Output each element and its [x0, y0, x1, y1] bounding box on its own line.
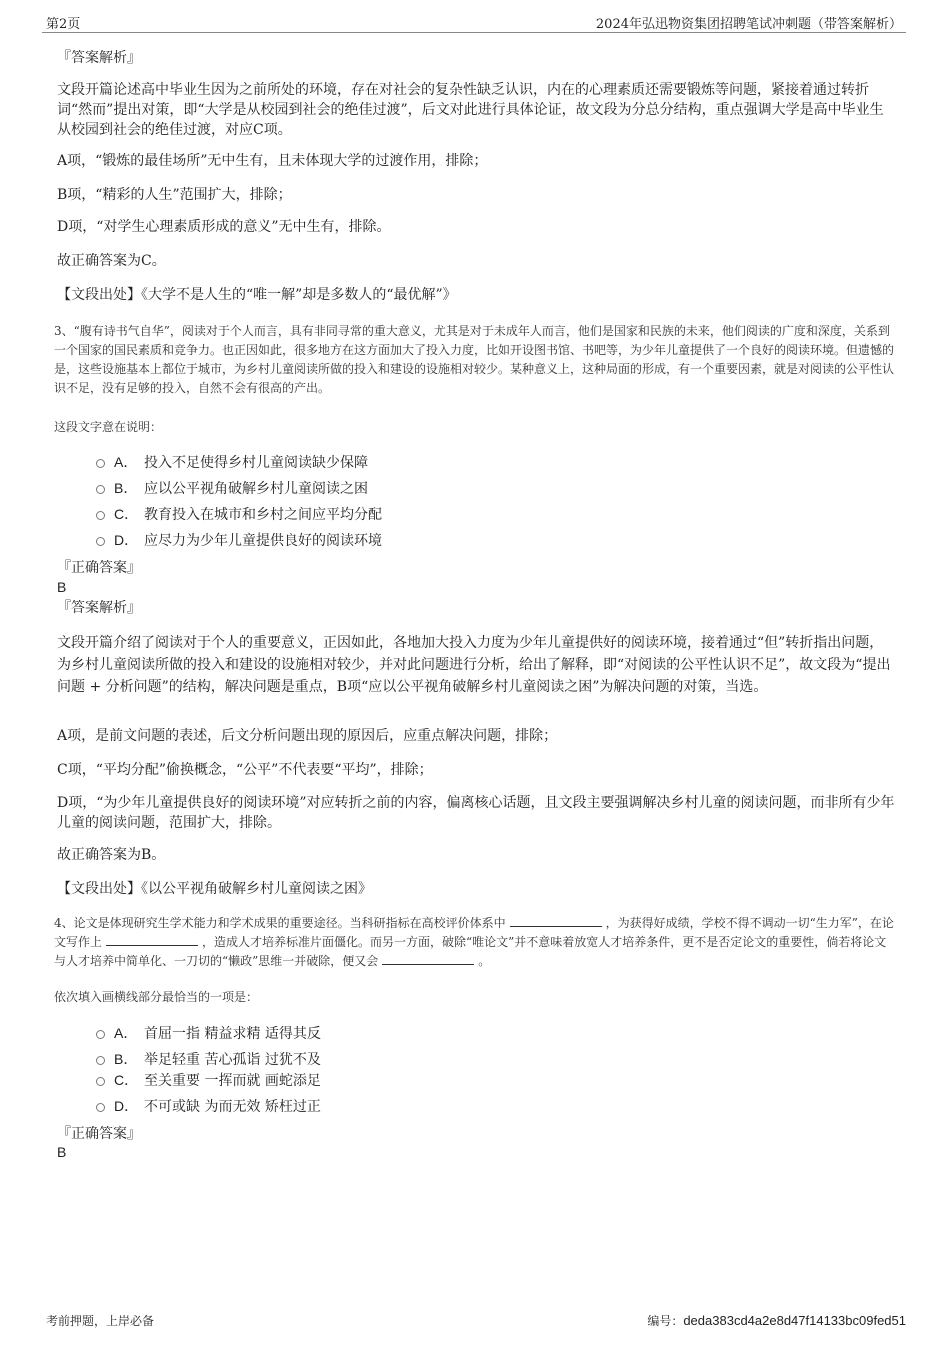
radio-button-icon[interactable] [96, 1056, 105, 1065]
q3-answer-label: 『正确答案』 [57, 560, 141, 576]
q2-analysis-paragraph: 文段开篇论述高中毕业生因为之前所处的环境，存在对社会的复杂性缺乏认识，内在的心理素质还需要锻炼等问题，紧接着通过转折词“然而”提出对策，即“大学是从校园到社会的绝佳过渡”，后文对此进行具体论证，故文段为分总分结构，重点强调大学是高中毕业生从校园到社会的绝佳过渡，对应C项。 [57, 82, 884, 138]
q3-option-b[interactable]: B． 应以公平视角破解乡村儿童阅读之困 [96, 478, 368, 499]
fill-blank [382, 953, 474, 965]
q4-option-c[interactable]: C． 至关重要 一挥而就 画蛇添足 [96, 1070, 321, 1091]
radio-button-icon[interactable] [96, 1030, 105, 1039]
fill-blank [106, 934, 198, 946]
q2-option-d-analysis: D项，“对学生心理素质形成的意义”无中生有，排除。 [57, 219, 391, 235]
q3-option-a-analysis: A项，是前文问题的表述，后文分析问题出现的原因后，应重点解决问题，排除； [57, 728, 558, 744]
q4-question-text: 4、论文是体现研究生学术能力和学术成果的重要途径。当科研指标在高校评价体系中 ，为获得好成绩，学校不得不调动一切“生力军”，在论文写作上 ，造成人才培养标准片面僵化。而另一方面，破除“唯论文”并不意味着放宽人才培养条件，更不是否定论文的重要性，倘若将论文与人才培养中简单化、一刀切的“懒政”思维一并破除，便又会 。 [54, 916, 894, 968]
q3-answer: B [57, 579, 67, 595]
document-code: 编号：deda383cd4a2e8d47f14133bc09fed51 [647, 1313, 906, 1328]
q3-analysis-paragraph: 文段开篇介绍了阅读对于个人的重要意义，正因如此，各地加大投入力度为少年儿童提供好的阅读环境，接着通过“但”转折指出问题，为乡村儿童阅读所做的投入和建设的设施相对较少，并对此问题进行分析，给出了解释，即“对阅读的公平性认识不足”，故文段为“提出问题 + 分析问题”的结构，解决问题是重点，B项“应以公平视角破解乡村儿童阅读之困”为解决问题的对策，当选。 [57, 635, 891, 695]
radio-button-icon[interactable] [96, 485, 105, 494]
q3-source: 【文段出处】《以公平视角破解乡村儿童阅读之困》 [57, 881, 372, 897]
q3-option-a[interactable]: A． 投入不足使得乡村儿童阅读缺少保障 [96, 452, 368, 473]
q2-option-a-analysis: A项，“锻炼的最佳场所”无中生有，且未体现大学的过渡作用，排除； [57, 153, 488, 169]
q3-option-d-analysis: D项，“为少年儿童提供良好的阅读环境”对应转折之前的内容，偏离核心话题，且文段主要强调解决乡村儿童的阅读问题，而非所有少年儿童的阅读问题，范围扩大，排除。 [57, 795, 895, 831]
radio-button-icon[interactable] [96, 511, 105, 520]
q4-option-d[interactable]: D． 不可或缺 为而无效 矫枉过正 [96, 1096, 321, 1117]
page-number: 第2页 [46, 17, 81, 32]
document-title: 2024年弘迅物资集团招聘笔试冲刺题（带答案解析） [595, 17, 902, 32]
q4-answer: B [57, 1144, 67, 1160]
radio-button-icon[interactable] [96, 537, 105, 546]
q2-analysis-label: 『答案解析』 [57, 50, 141, 66]
q4-option-b[interactable]: B． 举足轻重 苦心孤诣 过犹不及 [96, 1049, 321, 1070]
q3-option-d[interactable]: D． 应尽力为少年儿童提供良好的阅读环境 [96, 530, 382, 551]
radio-button-icon[interactable] [96, 459, 105, 468]
q3-question-text: 3、“腹有诗书气自华”，阅读对于个人而言，具有非同寻常的重大意义，尤其是对于未成年人而言，他们是国家和民族的未来，他们阅读的广度和深度，关系到一个国家的国民素质和竞争力。也正因如此，很多地方在这方面加大了投入力度，比如开设图书馆、书吧等，为少年儿童提供了一个良好的阅读环境。但遗憾的是，这些设施基本上都位于城市，为乡村儿童阅读所做的投入和建设的设施相对较少。某种意义上，这种局面的形成，有一个重要因素，就是对阅读的公平性认识不足，没有足够的投入，自然不会有很高的产出。 [54, 324, 895, 395]
q3-conclusion: 故正确答案为B。 [57, 847, 166, 863]
q3-option-c[interactable]: C． 教育投入在城市和乡村之间应平均分配 [96, 504, 382, 525]
q4-option-a[interactable]: A． 首屈一指 精益求精 适得其反 [96, 1023, 321, 1044]
q4-answer-label: 『正确答案』 [57, 1126, 141, 1142]
fill-blank [510, 915, 602, 927]
page-header [42, 10, 906, 33]
q3-prompt: 这段文字意在说明： [54, 420, 163, 434]
q3-analysis-label: 『答案解析』 [57, 600, 141, 616]
q2-source: 【文段出处】《大学不是人生的“唯一解”却是多数人的“最优解”》 [57, 287, 457, 303]
footer-slogan: 考前押题，上岸必备 [46, 1314, 155, 1328]
q2-conclusion: 故正确答案为C。 [57, 253, 166, 269]
q3-option-c-analysis: C项，“平均分配”偷换概念，“公平”不代表要“平均”，排除； [57, 762, 433, 778]
radio-button-icon[interactable] [96, 1103, 105, 1112]
q2-option-b-analysis: B项，“精彩的人生”范围扩大，排除； [57, 187, 292, 203]
radio-button-icon[interactable] [96, 1077, 105, 1086]
q4-prompt: 依次填入画横线部分最恰当的一项是： [54, 990, 259, 1004]
